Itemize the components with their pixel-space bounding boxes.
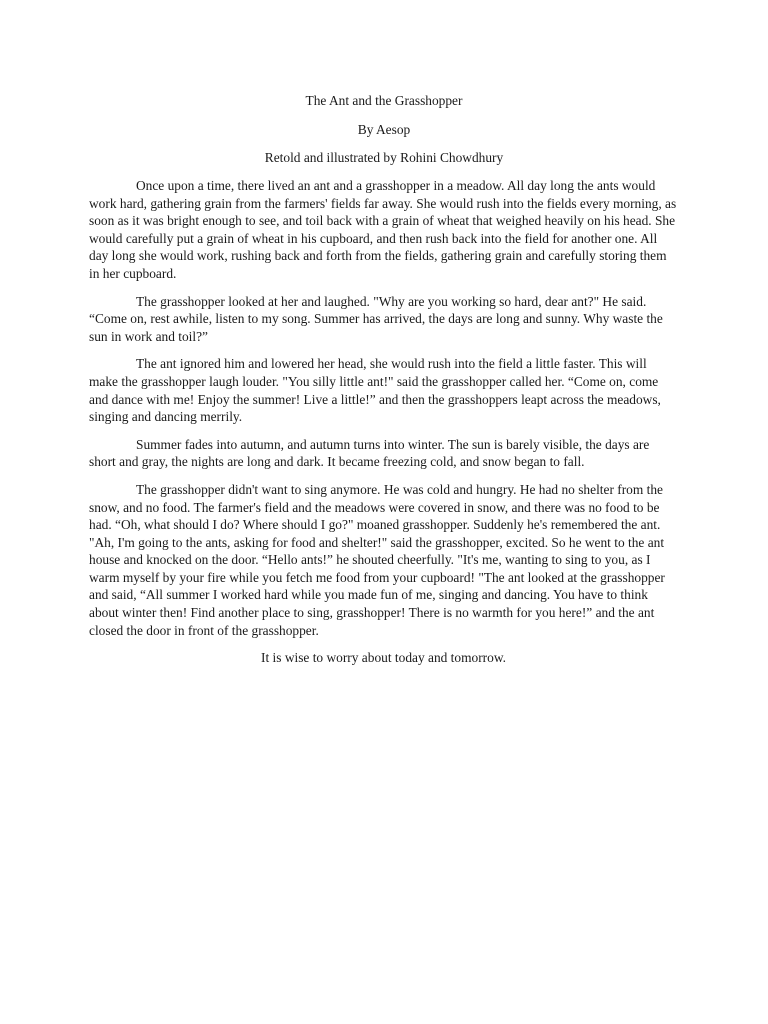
story-moral: It is wise to worry about today and tomorrow. xyxy=(261,650,506,666)
story-byline: By Aesop xyxy=(357,122,411,137)
story-paragraph: Summer fades into autumn, and autumn turns into winter. The sun is barely visible, the days are short and gray, the nights are long and dark. It became freezing cold, and snow began to fall. xyxy=(89,436,650,470)
story-title: The Ant and the Grasshopper xyxy=(305,93,463,108)
story-paragraph: The ant ignored him and lowered her head, she would rush into the field a little faster. This will make the grasshopper laugh louder. "You silly little ant!" said the grasshopper called her. “Come on, come and dance with me! Enjoy the summer! Live a little!” and then the grasshoppers leapt across the meadows, singing and dancing merrily. xyxy=(89,356,661,425)
story-paragraph: Once upon a time, there lived an ant and a grasshopper in a meadow. All day long the ants would work hard, gathering grain from the farmers' fields far away. She would rush into the fields every morning, as soon as it was bright enough to see, and toil back with a grain of wheat that weighed heavily on his head. She would carefully put a grain of wheat in his cupboard, and then rush back into the field for another one. All day long she would work, rushing back and forth from the fields, gathering grain and carefully storing them in her cupboard. xyxy=(89,178,677,281)
story-body xyxy=(89,177,678,677)
story-paragraph: The grasshopper looked at her and laughed. "Why are you working so hard, dear ant?" He said. “Come on, rest awhile, listen to my song. Summer has arrived, the days are long and sunny. Why waste the sun in work and toil?” xyxy=(89,293,663,344)
story-credit: Retold and illustrated by Rohini Chowdhury xyxy=(264,150,504,165)
story-paragraph: The grasshopper didn't want to sing anymore. He was cold and hungry. He had no shelter from the snow, and no food. The farmer's field and the meadows were covered in snow, and there was no food to be had. “Oh, what should I do? Where should I go?" moaned grasshopper. Suddenly he's remembered the ant. "Ah, I'm going to the ants, asking for food and shelter!" said the grasshopper, excited. So he went to the ant house and knocked on the door. “Hello ants!” he shouted cheerfully. "It's me, wanting to sing to you, as I warm myself by your fire while you fetch me food from your cupboard! "The ant looked at the grasshopper and said, “All summer I worked hard while you made fun of me, singing and dancing. You have to think about winter then! Find another place to sing, grasshopper! There is no warmth for you here!” and the ant closed the door in front of the grasshopper. xyxy=(89,481,665,638)
